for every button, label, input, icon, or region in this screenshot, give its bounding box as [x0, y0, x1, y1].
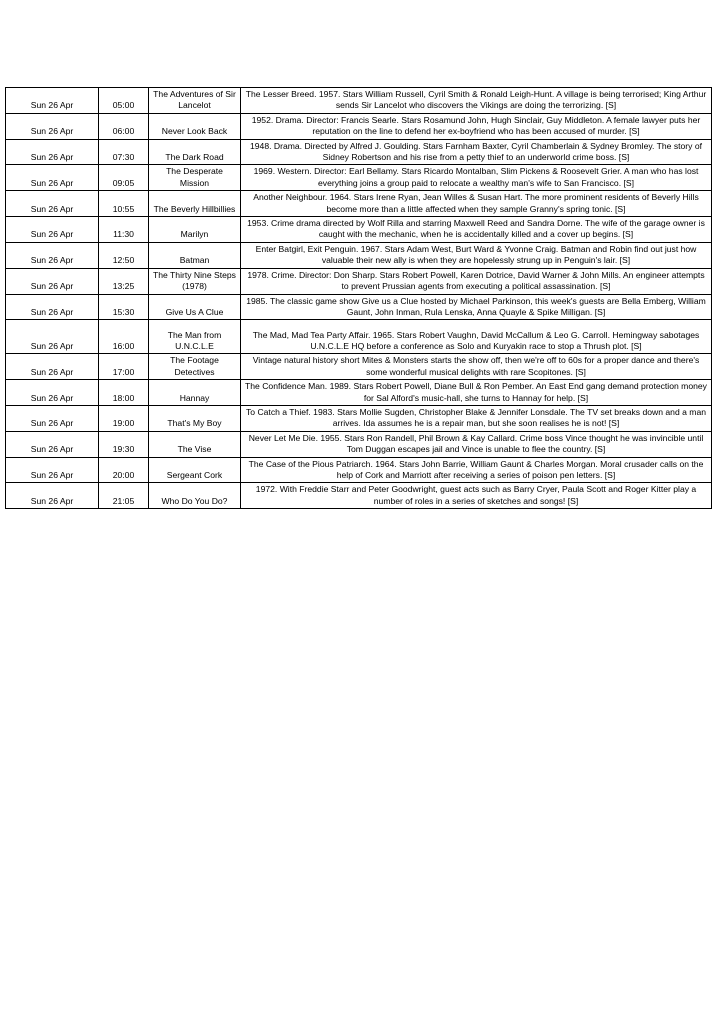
- programme-title-cell: The Adventures of Sir Lancelot: [149, 88, 241, 114]
- time-cell: 20:00: [99, 457, 149, 483]
- table-row: [6, 483, 712, 509]
- date-cell: Sun 26 Apr: [6, 457, 99, 483]
- time-cell: 18:00: [99, 380, 149, 406]
- programme-title-cell: Give Us A Clue: [149, 294, 241, 320]
- programme-title-cell: The Footage Detectives: [149, 354, 241, 380]
- programme-title-cell: Hannay: [149, 380, 241, 406]
- date-cell: Sun 26 Apr: [6, 139, 99, 165]
- date-cell: Sun 26 Apr: [6, 380, 99, 406]
- table-row: [6, 113, 712, 139]
- description-cell: To Catch a Thief. 1983. Stars Mollie Sugden, Christopher Blake & Jennifer Lonsdale. The TV set breaks down and a man arrives. Ida assumes he is a repair man, but she soon realises he is not! [S]: [241, 405, 712, 431]
- description-cell: 1972. With Freddie Starr and Peter Goodwright, guest acts such as Barry Cryer, Paula Scott and Roger Kitter play a number of roles in a series of sketches and songs! [S]: [241, 483, 712, 509]
- table-row: [6, 431, 712, 457]
- programme-title-cell: Who Do You Do?: [149, 483, 241, 509]
- table-row: [6, 242, 712, 268]
- table-row: [6, 294, 712, 320]
- date-cell: Sun 26 Apr: [6, 242, 99, 268]
- time-cell: 05:00: [99, 88, 149, 114]
- time-cell: 19:30: [99, 431, 149, 457]
- schedule-body: [6, 88, 712, 509]
- date-cell: Sun 26 Apr: [6, 294, 99, 320]
- table-row: [6, 191, 712, 217]
- description-cell: 1953. Crime drama directed by Wolf Rilla and starring Maxwell Reed and Sandra Dorne. The wife of the garage owner is caught with the mechanic, when he is accidentally killed and a cover up begins. [S]: [241, 217, 712, 243]
- table-row: [6, 217, 712, 243]
- description-cell: Another Neighbour. 1964. Stars Irene Ryan, Jean Willes & Susan Hart. The more prominent residents of Beverly Hills become more than a little affected when they sample Granny's spring tonic. [S]: [241, 191, 712, 217]
- time-cell: 16:00: [99, 320, 149, 354]
- description-cell: 1985. The classic game show Give us a Clue hosted by Michael Parkinson, this week's guests are Bella Emberg, William Gaunt, John Inman, Rula Lenska, Anna Quayle & Spike Milligan. [S]: [241, 294, 712, 320]
- schedule-table: [5, 87, 712, 509]
- programme-title-cell: Batman: [149, 242, 241, 268]
- table-row: [6, 139, 712, 165]
- time-cell: 07:30: [99, 139, 149, 165]
- programme-title-cell: Sergeant Cork: [149, 457, 241, 483]
- programme-title-cell: The Vise: [149, 431, 241, 457]
- description-cell: 1952. Drama. Director: Francis Searle. Stars Rosamund John, Hugh Sinclair, Guy Middleton. A female lawyer puts her reputation on the line to defend her ex-boyfriend who has been accused of murder. [S]: [241, 113, 712, 139]
- date-cell: Sun 26 Apr: [6, 483, 99, 509]
- date-cell: Sun 26 Apr: [6, 354, 99, 380]
- time-cell: 11:30: [99, 217, 149, 243]
- date-cell: Sun 26 Apr: [6, 165, 99, 191]
- table-row: [6, 165, 712, 191]
- programme-title-cell: Marilyn: [149, 217, 241, 243]
- date-cell: Sun 26 Apr: [6, 405, 99, 431]
- programme-title-cell: The Man from U.N.C.L.E: [149, 320, 241, 354]
- programme-title-cell: The Dark Road: [149, 139, 241, 165]
- date-cell: Sun 26 Apr: [6, 191, 99, 217]
- date-cell: Sun 26 Apr: [6, 217, 99, 243]
- table-row: [6, 320, 712, 354]
- time-cell: 19:00: [99, 405, 149, 431]
- time-cell: 15:30: [99, 294, 149, 320]
- description-cell: Never Let Me Die. 1955. Stars Ron Randell, Phil Brown & Kay Callard. Crime boss Vince thought he was invincible until Tom Duggan escapes jail and Vince is unable to flee the country. [S]: [241, 431, 712, 457]
- programme-title-cell: That's My Boy: [149, 405, 241, 431]
- date-cell: Sun 26 Apr: [6, 113, 99, 139]
- table-row: [6, 405, 712, 431]
- table-row: [6, 88, 712, 114]
- table-row: [6, 380, 712, 406]
- description-cell: Vintage natural history short Mites & Monsters starts the show off, then we're off to 60s for a proper dance and there's some wonderful musical delights with rare Scopitones. [S]: [241, 354, 712, 380]
- time-cell: 09:05: [99, 165, 149, 191]
- description-cell: The Lesser Breed. 1957. Stars William Russell, Cyril Smith & Ronald Leigh-Hunt. A village is being terrorised; King Arthur sends Sir Lancelot who discovers the Vikings are doing the terrorizing. [S]: [241, 88, 712, 114]
- description-cell: 1969. Western. Director: Earl Bellamy. Stars Ricardo Montalban, Slim Pickens & Roosevelt Grier. A man who has lost everything joins a group paid to relocate a wealthy man's wife to San Francisco. [S]: [241, 165, 712, 191]
- description-cell: 1948. Drama. Directed by Alfred J. Goulding. Stars Farnham Baxter, Cyril Chamberlain & Sydney Bromley. The story of Sidney Robertson and his rise from a petty thief to an underworld crime boss. [S]: [241, 139, 712, 165]
- date-cell: Sun 26 Apr: [6, 268, 99, 294]
- programme-title-cell: The Thirty Nine Steps (1978): [149, 268, 241, 294]
- time-cell: 12:50: [99, 242, 149, 268]
- time-cell: 10:55: [99, 191, 149, 217]
- table-row: [6, 354, 712, 380]
- time-cell: 17:00: [99, 354, 149, 380]
- table-row: [6, 457, 712, 483]
- programme-title-cell: The Beverly Hillbillies: [149, 191, 241, 217]
- description-cell: 1978. Crime. Director: Don Sharp. Stars Robert Powell, Karen Dotrice, David Warner & John Mills. An engineer attempts to prevent Prussian agents from executing a political assassination. [S]: [241, 268, 712, 294]
- table-row: [6, 268, 712, 294]
- description-cell: The Case of the Pious Patriarch. 1964. Stars John Barrie, William Gaunt & Charles Morgan. Moral crusader calls on the help of Cork and Marriott after receiving a series of poison pen letters. [S]: [241, 457, 712, 483]
- description-cell: The Mad, Mad Tea Party Affair. 1965. Stars Robert Vaughn, David McCallum & Leo G. Carroll. Hemingway sabotages U.N.C.L.E HQ before a conference as Solo and Kuryakin race to stop a Thrush plot. [S]: [241, 320, 712, 354]
- date-cell: Sun 26 Apr: [6, 431, 99, 457]
- programme-title-cell: The Desperate Mission: [149, 165, 241, 191]
- description-cell: Enter Batgirl, Exit Penguin. 1967. Stars Adam West, Burt Ward & Yvonne Craig. Batman and Robin find out just how valuable their new ally is when they are hopelessly strung up in Penguin's lair. [S]: [241, 242, 712, 268]
- description-cell: The Confidence Man. 1989. Stars Robert Powell, Diane Bull & Ron Pember. An East End gang demand protection money for Sal Alford's music-hall, she turns to Hannay for help. [S]: [241, 380, 712, 406]
- date-cell: Sun 26 Apr: [6, 88, 99, 114]
- date-cell: Sun 26 Apr: [6, 320, 99, 354]
- programme-title-cell: Never Look Back: [149, 113, 241, 139]
- time-cell: 13:25: [99, 268, 149, 294]
- time-cell: 21:05: [99, 483, 149, 509]
- time-cell: 06:00: [99, 113, 149, 139]
